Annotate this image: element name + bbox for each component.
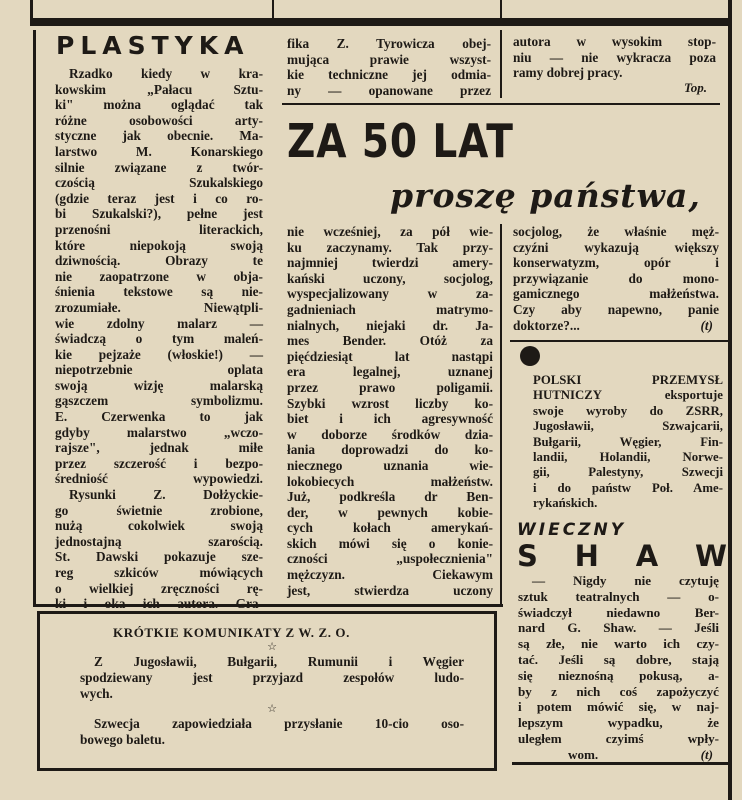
heading-letter: S xyxy=(517,539,538,573)
text-line: swoją wizję malarską xyxy=(55,377,263,393)
text-line: landii, Holandii, Norwe- xyxy=(533,450,723,465)
text-line: Szybki wzrost liczby ko- xyxy=(287,395,493,411)
text-line: czością Szukalskiego xyxy=(55,175,263,191)
text-line: lokobiecych małżeństw. xyxy=(287,473,493,489)
left-border-rule xyxy=(33,30,36,605)
text-line: cych kołach amerykań- xyxy=(287,520,493,536)
text-line: sztuk teatralnych — o- xyxy=(518,588,719,604)
center-article-title: ZA 50 LAT xyxy=(287,114,514,168)
center-title-rule xyxy=(282,103,720,105)
plastyka-heading: PLASTYKA xyxy=(56,31,250,60)
shaw-heading-big xyxy=(517,539,727,575)
text-line: gamicznego małżeństwa. xyxy=(513,286,719,302)
text-line: jest, stwierdza uczony xyxy=(287,582,493,598)
mid-top-text xyxy=(287,36,491,98)
text-line: St. Dawski pokazuje sze- xyxy=(55,549,263,565)
text-line: niecznego uznania wie- xyxy=(287,457,493,473)
text-line: E. Czerwenka to jak xyxy=(55,409,263,425)
text-line: wych. xyxy=(80,685,113,701)
text-line: era legalnej, uznanej xyxy=(287,364,493,380)
text-line: larstwo M. Konarskiego xyxy=(55,143,263,159)
right-top-signature: Top. xyxy=(684,80,707,95)
text-line: które niepokoją swoją xyxy=(55,237,263,253)
text-line: czyźni wykazują większy xyxy=(513,239,719,255)
mid-top-divider xyxy=(500,30,502,98)
heading-letter: H xyxy=(574,539,599,573)
text-line: niu — nie wykracza poza xyxy=(513,49,716,65)
text-line: i do państw Poł. Ame- xyxy=(533,480,723,495)
text-line: jednostajną szarością. xyxy=(55,533,263,549)
text-line: nie zaopatrzone w obja- xyxy=(55,268,263,284)
text-line: spodziewany jest przyjazd zespołów ludo- xyxy=(80,669,464,685)
text-line: swoje wyroby do ZSRR, xyxy=(533,403,723,418)
text-line: silnie związane z twór- xyxy=(55,159,263,175)
text-line: socjolog, że właśnie męż- xyxy=(513,224,719,239)
text-line: uległem czyimś wpły- xyxy=(518,730,719,746)
text-line: wyspecjalizowany w za- xyxy=(287,286,493,302)
text-line: skich mówi się o konie- xyxy=(287,535,493,551)
text-line: nialnych, niejaki dr. Ja- xyxy=(287,317,493,333)
text-line: się nieznośną pokusą, a- xyxy=(518,667,719,683)
text-line: Jugosławii, Szwajcarii, xyxy=(533,419,723,434)
text-line: kie pejzaże (włoskie!) — xyxy=(55,346,263,362)
text-line: mężczyzn. Ciekawym xyxy=(287,567,493,583)
text-line: go świetnie zrobione, xyxy=(55,502,263,518)
text-line: bowego baletu. xyxy=(80,731,165,747)
industry-note-text xyxy=(533,373,723,512)
top-horizontal-rule xyxy=(30,18,730,26)
text-line: przywiązanie do mono- xyxy=(513,270,719,286)
heading-letter: W xyxy=(694,539,727,573)
text-line: der, w pewnych kobie- xyxy=(287,504,493,520)
text-line: wom. xyxy=(568,746,599,762)
text-line: HUTNICZY eksportuje xyxy=(533,388,723,403)
text-line: ramy dobrej pracy. xyxy=(513,65,623,81)
text-line: doktorze?... xyxy=(513,317,580,333)
shaw-body xyxy=(518,573,719,763)
left-bottom-rule xyxy=(33,604,503,607)
star-icon: ☆ xyxy=(267,703,277,715)
bullet-icon xyxy=(520,346,540,366)
text-line: nard G. Shaw. — Jeśli xyxy=(518,620,719,636)
center-col-divider xyxy=(500,224,502,604)
text-line: świadczą o tym maleń- xyxy=(55,331,263,347)
communique-item1 xyxy=(80,654,464,701)
text-line: reg szkiców mówiących xyxy=(55,565,263,580)
closing-row xyxy=(518,747,719,763)
text-line: gąszczem symbolizmu. xyxy=(55,393,263,409)
text-line: nie wcześniej, za pół wie- xyxy=(287,224,493,239)
right-border-rule xyxy=(728,0,732,800)
plastyka-body xyxy=(55,66,263,612)
text-line: wie zdolny malarz — xyxy=(55,315,263,331)
text-line: konserwatyzm, opór i xyxy=(513,255,719,271)
text-line: śnienia tekstowe są nie- xyxy=(55,284,263,300)
text-line: by z nich coś zapożyczyć xyxy=(518,683,719,699)
text-line: w doborze środków dzia- xyxy=(287,426,493,442)
center-article-col1 xyxy=(287,224,493,598)
text-line: biet i ich agresywność xyxy=(287,411,493,427)
text-line: Czy aby napewno, panie xyxy=(513,301,719,317)
text-line: ny — opanowane przez xyxy=(287,82,491,98)
text-line: przez szczerość i bezpo- xyxy=(55,455,263,471)
text-line: najmniej twierdzi amery- xyxy=(287,255,493,271)
text-line: gadnieniach matrymo- xyxy=(287,301,493,317)
text-line: przez prawo poligamii. xyxy=(287,379,493,395)
text-line: Szwecja zapowiedziała przysłanie 10-cio oso- xyxy=(94,716,464,731)
communique-item2 xyxy=(80,716,464,748)
text-line: są złe, nie warto ich czy- xyxy=(518,636,719,652)
text-line: średniość wypowiedzi. xyxy=(55,471,263,487)
text-line: — Nigdy nie czytuję xyxy=(532,573,719,588)
text-line: mująca prawie wszyst- xyxy=(287,51,491,67)
text-line: zrozumiałe. Niewątpli- xyxy=(55,299,263,315)
text-line: kowskim „Pałacu Sztu- xyxy=(55,81,263,97)
text-line: mes Bender. Otóż za xyxy=(287,333,493,349)
text-line: tać. Jeśli są dobre, stają xyxy=(518,651,719,667)
text-line: nużą cokolwiek swoją xyxy=(55,518,263,534)
text-line: łania doprowadzi do ko- xyxy=(287,442,493,458)
text-line: autora w wysokim stop- xyxy=(513,34,716,49)
text-line: o wielkiej zręczności rę- xyxy=(55,580,263,596)
text-line: bi Szukalski?), pełne jest xyxy=(55,206,263,222)
shaw-signature: (t) xyxy=(700,746,713,762)
text-line: pięćdziesiąt lat nastąpi xyxy=(287,348,493,364)
center-article-subtitle: proszę państwa, xyxy=(390,176,701,215)
text-line: POLSKI PRZEMYSŁ xyxy=(533,373,723,387)
center-article-signature: (t) xyxy=(700,317,713,333)
text-line: Bułgarii, Węgier, Fin- xyxy=(533,434,723,449)
industry-note-top-rule xyxy=(510,340,728,342)
text-line: i potem mówić się, w naj- xyxy=(518,699,719,715)
text-line: Rzadko kiedy w kra- xyxy=(69,66,263,81)
text-line: Już, podkreśla dr Ben- xyxy=(287,489,493,505)
text-line: przenośni literackich, xyxy=(55,221,263,237)
shaw-heading-small: WIECZNY xyxy=(517,520,627,540)
text-line: rajsze", jednak miłe xyxy=(55,440,263,456)
text-line: Z Jugosławii, Bułgarii, Rumunii i Węgier xyxy=(94,654,464,669)
text-line: gii, Palestyny, Szwecji xyxy=(533,465,723,480)
text-line: czności „uspołecznienia" xyxy=(287,551,493,567)
communique-title: KRÓTKIE KOMUNIKATY Z W. Z. O. xyxy=(113,625,350,640)
center-article-col2 xyxy=(513,224,719,333)
heading-letter: A xyxy=(635,539,659,573)
text-line: dziwnością. Obrazy te xyxy=(55,253,263,269)
text-line: rykańskich. xyxy=(533,496,598,511)
text-line: Rysunki Z. Dołżyckie- xyxy=(69,487,263,503)
text-line: różne osobowości arty- xyxy=(55,112,263,128)
text-line: kański uczony, socjolog, xyxy=(287,270,493,286)
text-line: ki" można oglądać tak xyxy=(55,97,263,113)
text-line: niepotrzebnie oplata xyxy=(55,362,263,378)
text-line: lepszym wypadku, że xyxy=(518,715,719,731)
text-line: fika Z. Tyrowicza obej- xyxy=(287,36,491,51)
shaw-bottom-rule xyxy=(512,762,728,765)
text-line: kie techniczne jej odmia- xyxy=(287,67,491,83)
text-line: świadczył niedawno Ber- xyxy=(518,604,719,620)
text-line: (gdzie teraz jest i co ro- xyxy=(55,190,263,206)
text-line: gdyby malarstwo „wczo- xyxy=(55,424,263,440)
star-icon: ☆ xyxy=(267,641,277,653)
closing-row xyxy=(513,318,719,334)
text-line: styczne jak obecnie. Ma- xyxy=(55,128,263,144)
right-top-text xyxy=(513,34,716,81)
text-line: ku zaczynamy. Tak przy- xyxy=(287,239,493,255)
